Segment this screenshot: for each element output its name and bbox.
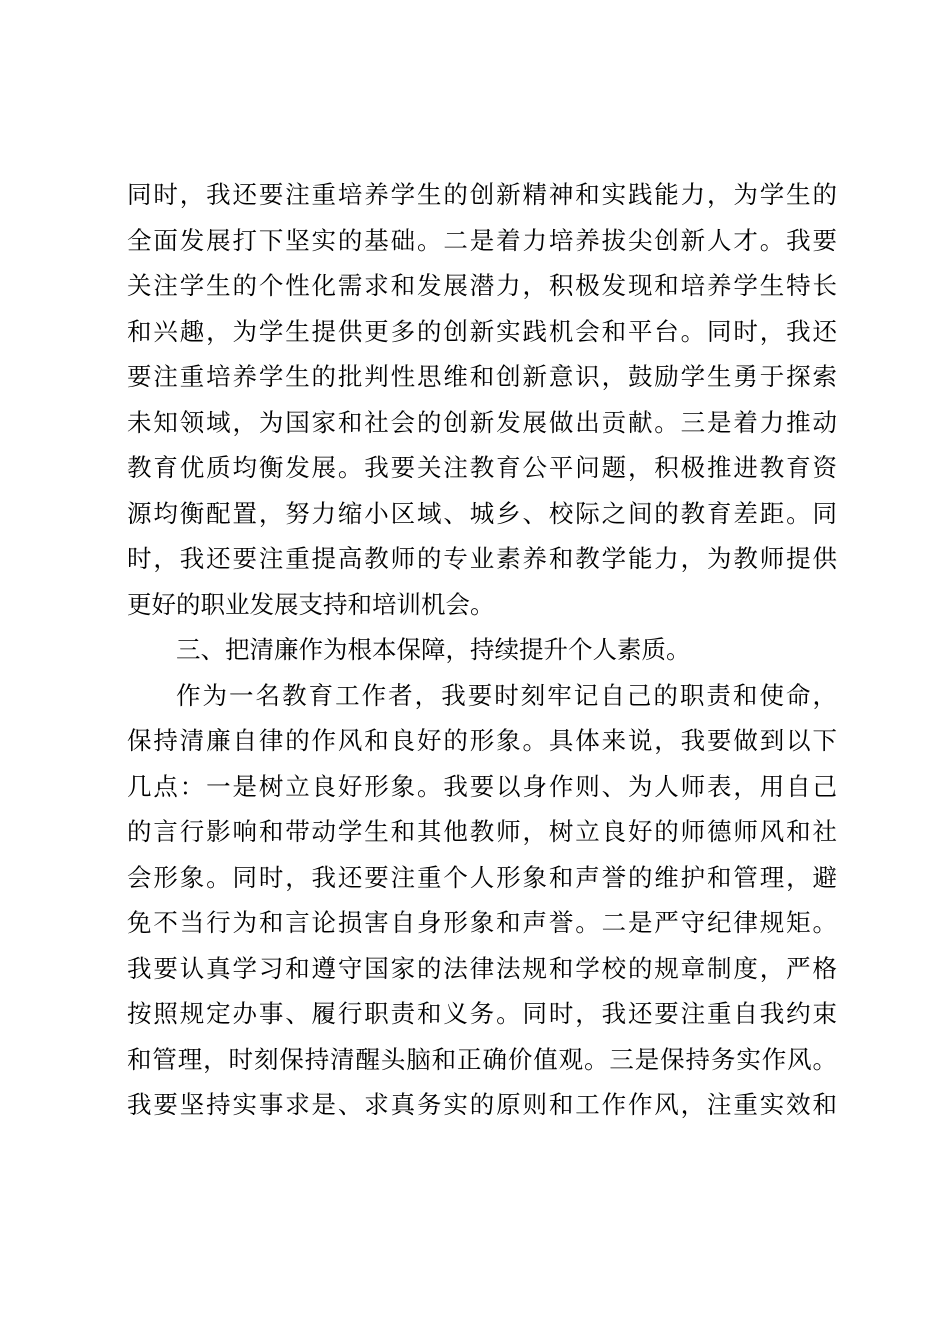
text-line: 关注学生的个性化需求和发展潜力，积极发现和培养学生特长 (127, 271, 837, 300)
text-line: 几点：一是树立良好形象。我要以身作则、为人师表，用自己 (127, 771, 837, 801)
text-line: 和管理，时刻保持清醒头脑和正确价值观。三是保持务实作风。 (127, 1044, 837, 1074)
body-text (127, 172, 837, 1128)
text-line: 我要认真学习和遵守国家的法律法规和学校的规章制度，严格 (127, 953, 837, 983)
text-line: 会形象。同时，我还要注重个人形象和声誉的维护和管理，避 (127, 862, 837, 892)
text-line: 和兴趣，为学生提供更多的创新实践机会和平台。同时，我还 (127, 316, 837, 346)
text-line: 教育优质均衡发展。我要关注教育公平问题，积极推进教育资 (127, 453, 837, 482)
section-heading: 三、把清廉作为根本保障，持续提升个人素质。 (176, 635, 691, 664)
text-line: 全面发展打下坚实的基础。二是着力培养拔尖创新人才。我要 (127, 225, 837, 255)
text-line: 未知领域，为国家和社会的创新发展做出贡献。三是着力推动 (127, 407, 837, 437)
text-line: 保持清廉自律的作风和良好的形象。具体来说，我要做到以下 (127, 726, 837, 755)
text-line: 的言行影响和带动学生和其他教师，树立良好的师德师风和社 (127, 817, 837, 846)
text-line: 按照规定办事、履行职责和义务。同时，我还要注重自我约束 (127, 999, 837, 1028)
text-line: 时，我还要注重提高教师的专业素养和教学能力，为教师提供 (127, 544, 837, 573)
text-line: 源均衡配置，努力缩小区域、城乡、校际之间的教育差距。同 (127, 498, 837, 528)
text-line: 免不当行为和言论损害自身形象和声誉。二是严守纪律规矩。 (127, 908, 837, 937)
text-line: 作为一名教育工作者，我要时刻牢记自己的职责和使命， (176, 680, 837, 710)
text-line: 要注重培养学生的批判性思维和创新意识，鼓励学生勇于探索 (127, 362, 837, 391)
text-line: 我要坚持实事求是、求真务实的原则和工作作风，注重实效和 (127, 1090, 837, 1119)
text-line: 同时，我还要注重培养学生的创新精神和实践能力，为学生的 (127, 180, 837, 209)
text-line: 更好的职业发展支持和培训机会。 (127, 589, 495, 619)
